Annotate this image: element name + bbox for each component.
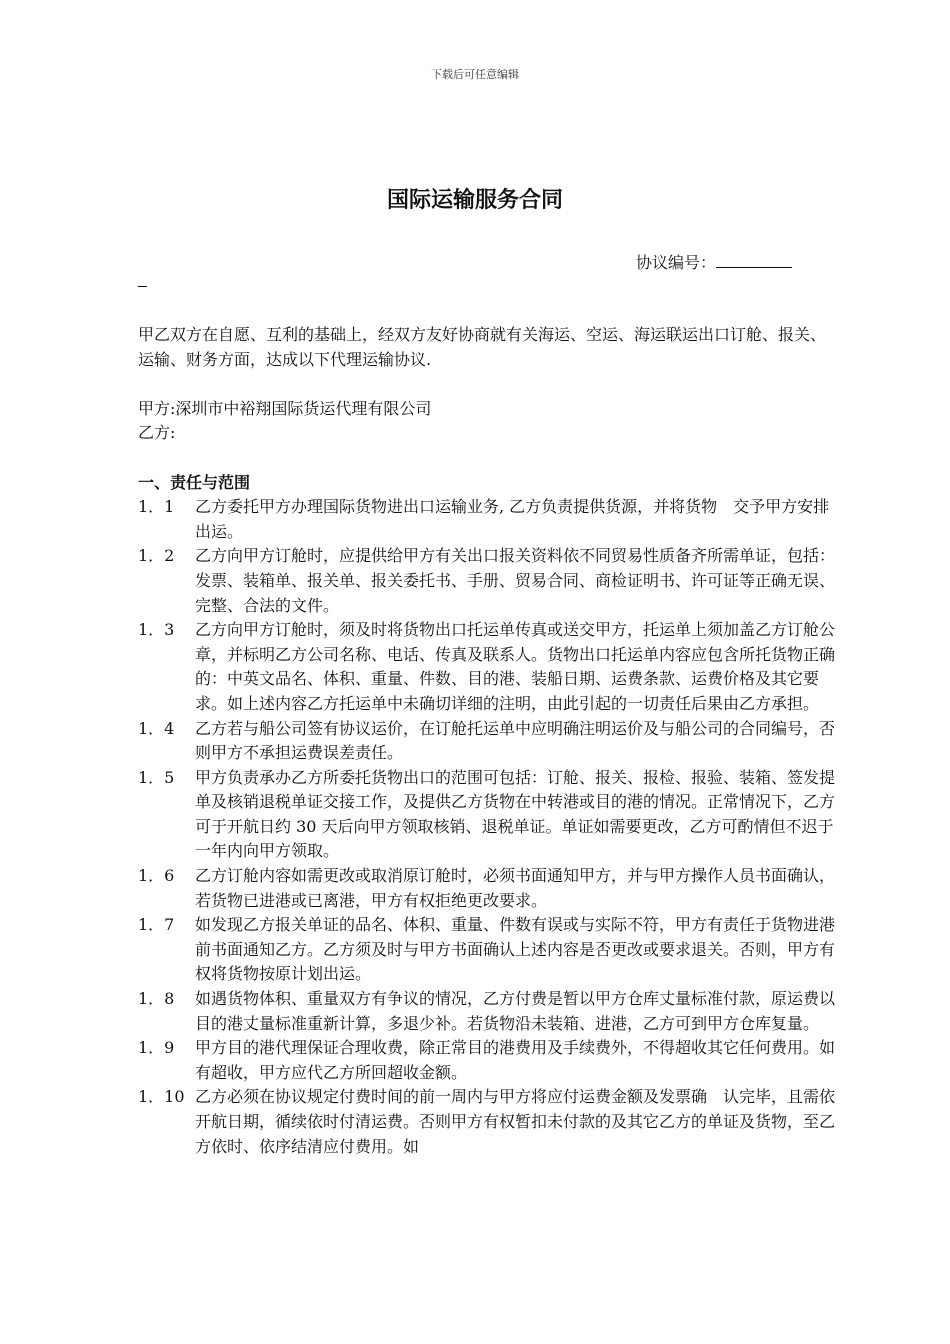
clause-text: 乙方必须在协议规定付费时间的前一周内与甲方将应付运费金额及发票确 认完毕，且需依开航日期，循续依时付清运费。否则甲方有权暂扣未付款的及其它乙方的单证及货物，至乙方依时、依序结清应付费用。如 xyxy=(195,1087,836,1156)
intro-paragraph: 甲乙双方在自愿、互利的基础上，经双方友好协商就有关海运、空运、海运联运出口订舱、报关、运输、财务方面，达成以下代理运输协议. xyxy=(138,325,827,369)
clause-text: 如遇货物体积、重量双方有争议的情况，乙方付费是暂以甲方仓库丈量标准付款，原运费以目的港丈量标准重新计算，多退少补。若货物沿未装箱、进港，乙方可到甲方仓库复量。 xyxy=(195,989,836,1033)
clause-number: 1．2 xyxy=(138,546,175,566)
clause-item xyxy=(138,1085,838,1159)
clause-number: 1．1 xyxy=(138,497,175,517)
clause-number: 1．3 xyxy=(138,620,175,640)
clause-text: 乙方若与船公司签有协议运价，在订舱托运单中应明确注明运价及与船公司的合同编号，否则甲方不承担运费误差责任。 xyxy=(195,718,836,763)
clause-text: 乙方委托甲方办理国际货物进出口运输业务, 乙方负责提供货源，并将货物 交予甲方安排出运。 xyxy=(195,497,830,541)
clause-item xyxy=(138,618,838,716)
agreement-number-blank xyxy=(716,253,792,268)
agreement-number xyxy=(636,250,792,273)
clause-item xyxy=(138,1036,838,1085)
clause-text: 如发现乙方报关单证的品名、体积、重量、件数有误或与实际不符，甲方有责任于货物进港前书面通知乙方。乙方须及时与甲方书面确认上述内容是否更改或要求退关。否则，甲方有权将货物按原计划出运。 xyxy=(195,915,836,984)
clause-item xyxy=(138,544,838,618)
stray-underline xyxy=(138,286,147,287)
clause-item xyxy=(138,717,838,766)
agreement-number-label: 协议编号： xyxy=(636,253,717,272)
document-body xyxy=(138,323,838,1159)
section-title: 一、责任与范围 xyxy=(138,472,251,492)
party-b: 乙方: xyxy=(138,423,176,443)
clause-number: 1．8 xyxy=(138,989,175,1009)
clause-number: 1．5 xyxy=(138,767,175,787)
clause-item xyxy=(138,864,838,913)
clause-number: 1．10 xyxy=(138,1087,185,1107)
clause-text: 乙方订舱内容如需更改或取消原订舱时，必须书面通知甲方，并与甲方操作人员书面确认，若货物已进港或已离港，甲方有权拒绝更改要求。 xyxy=(195,866,836,910)
clause-number: 1．4 xyxy=(138,718,175,738)
clause-number: 1．6 xyxy=(138,866,175,886)
header-note: 下载后可任意编辑 xyxy=(431,68,519,81)
clause-item xyxy=(138,913,838,987)
clause-text: 乙方向甲方订舱时，须及时将货物出口托运单传真或送交甲方，托运单上须加盖乙方订舱公章，并标明乙方公司名称、电话、传真及联系人。货物出口托运单内容应包含所托货物正确的：中英文品名、体积、重量、件数、目的港、装船日期、运费条款、运费价格及其它要求。如上述内容乙方托运单中未确切详细的注明，由此引起的一切责任后果由乙方承担。 xyxy=(195,620,836,713)
clause-number: 1．9 xyxy=(138,1038,175,1058)
clause-text: 甲方负责承办乙方所委托货物出口的范围可包括：订舱、报关、报检、报验、装箱、签发提单及核销退税单证交接工作，及提供乙方货物在中转港或目的港的情况。正常情况下，乙方可于开航日约 30 天后向甲方领取核销、退税单证。单证如需要更改，乙方可酌情但不迟于一年内向甲方领取。 xyxy=(195,767,836,861)
clause-item xyxy=(138,987,838,1036)
parties-block xyxy=(138,397,838,446)
document-title: 国际运输服务合同 xyxy=(386,188,563,213)
clause-text: 乙方向甲方订舱时，应提供给甲方有关出口报关资料依不同贸易性质备齐所需单证，包括：发票、装箱单、报关单、报关委托书、手册、贸易合同、商检证明书、许可证等正确无误、完整、合法的文件。 xyxy=(195,546,836,615)
clause-item xyxy=(138,766,838,864)
clause-number: 1．7 xyxy=(138,915,175,935)
clause-item xyxy=(138,495,838,544)
clause-text: 甲方目的港代理保证合理收费，除正常目的港费用及手续费外，不得超收其它任何费用。如有超收，甲方应代乙方所回超收金额。 xyxy=(195,1038,836,1082)
party-a: 甲方:深圳市中裕翔国际货运代理有限公司 xyxy=(138,398,432,418)
